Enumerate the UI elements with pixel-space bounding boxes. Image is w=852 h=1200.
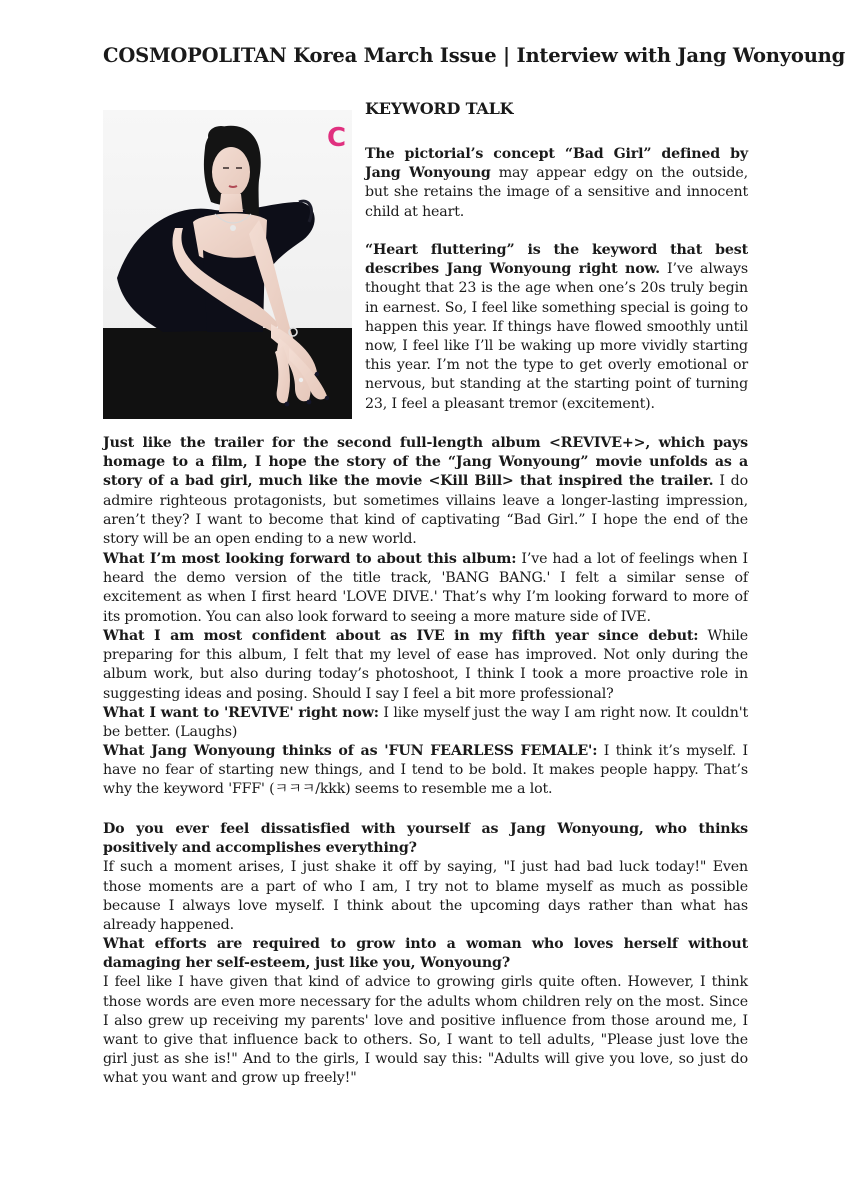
question: Do you ever feel dissatisfied with yourself as Jang Wonyoung, who thinks positively and accomplishes everything?	[103, 821, 748, 857]
paragraph-revive-trailer	[103, 434, 748, 549]
paragraph-body: I do admire righteous protagonists, but sometimes villains leave a longer-lasting impression, aren’t they? I want to become that kind of captivating “Bad Girl.” I hope the end of the story will be an open ending to a new world.	[103, 473, 748, 548]
paragraph-body: I’ve always thought that 23 is the age when one’s 20s truly begin in earnest. So, I feel like something special is going to happen this year. If things have flowed smoothly until now, I feel like I’ll be waking up more vividly starting this year. I’m not the type to get overly emotional or nervous, but standing at the starting point of turning 23, I feel a pleasant tremor (excitement).	[365, 261, 748, 412]
answer: If such a moment arises, I just shake it off by saying, "I just had bad luck today!" Even those moments are a part of who I am, I try not to blame myself as much as possible because I always love myself. I think about the upcoming days rather than what has already happened.	[103, 859, 748, 934]
paragraph-body: While preparing for this album, I felt that my level of ease has improved. Not only during the album work, but also during today’s photoshoot, I think I took a more proactive role in suggesting ideas and posing. Should I say I feel a bit more professional?	[103, 628, 748, 702]
document-title: COSMOPOLITAN Korea March Issue | Interview with Jang Wonyoung	[103, 44, 846, 67]
qa-self-esteem	[103, 935, 748, 1089]
paragraph-album-expectation	[103, 550, 748, 627]
paragraph-lead: The pictorial’s concept “Bad Girl” defined by Jang Wonyoung	[365, 146, 748, 182]
qa-dissatisfied	[103, 820, 748, 935]
paragraph-body: I think it’s myself. I have no fear of starting new things, and I tend to be bold. It makes people happy. That’s why the keyword 'FFF' (ㅋㅋㅋ/kkk) seems to resemble me a lot.	[103, 743, 748, 798]
paragraph-lead: “Heart fluttering” is the keyword that best describes Jang Wonyoung right now.	[365, 242, 748, 278]
paragraph-body: I’ve had a lot of feelings when I heard the demo version of the title track, 'BANG BANG.' I felt a similar sense of excitement as when I first heard 'LOVE DIVE.' That’s why I’m looking forward to more of its promotion. You can also look forward to seeing a more mature side of IVE.	[103, 551, 748, 625]
paragraph-concept	[365, 145, 748, 222]
paragraph-confidence	[103, 627, 748, 704]
question: What efforts are required to grow into a woman who loves herself without damaging her self-esteem, just like you, Wonyoung?	[103, 936, 748, 972]
pictorial-photo	[103, 110, 352, 419]
paragraph-revive-now	[103, 704, 748, 742]
paragraph-body: I like myself just the way I am right now. It couldn't be better. (Laughs)	[103, 705, 748, 741]
paragraph-lead: Just like the trailer for the second full-length album <REVIVE+>, which pays homage to a film, I hope the story of the “Jang Wonyoung” movie unfolds as a story of a bad girl, much like the movie <Kill Bill> that inspired the trailer.	[103, 435, 748, 490]
magazine-logo: C	[327, 123, 347, 153]
paragraph-lead: What I want to 'REVIVE' right now:	[103, 705, 379, 721]
paragraph-lead: What I am most confident about as IVE in my fifth year since debut:	[103, 628, 699, 644]
paragraph-heart-fluttering	[365, 241, 748, 414]
paragraph-body: may appear edgy on the outside, but she retains the image of a sensitive and innocent child at heart.	[365, 165, 748, 220]
paragraph-fff	[103, 742, 748, 800]
answer: I feel like I have given that kind of advice to growing girls quite often. However, I think those words are even more necessary for the adults whom children rely on the most. Since I also grew up receiving my parents' love and positive influence from those around me, I want to give that influence back to others. So, I want to tell adults, "Please just love the girl just as she is!" And to the girls, I would say this: "Adults will give you love, so just do what you want and grow up freely!"	[103, 974, 748, 1087]
paragraph-lead: What I’m most looking forward to about this album:	[103, 551, 517, 567]
paragraph-lead: What Jang Wonyoung thinks of as 'FUN FEARLESS FEMALE':	[103, 743, 598, 759]
section-heading: KEYWORD TALK	[365, 99, 514, 118]
pictorial-photo-illustration	[103, 110, 352, 419]
